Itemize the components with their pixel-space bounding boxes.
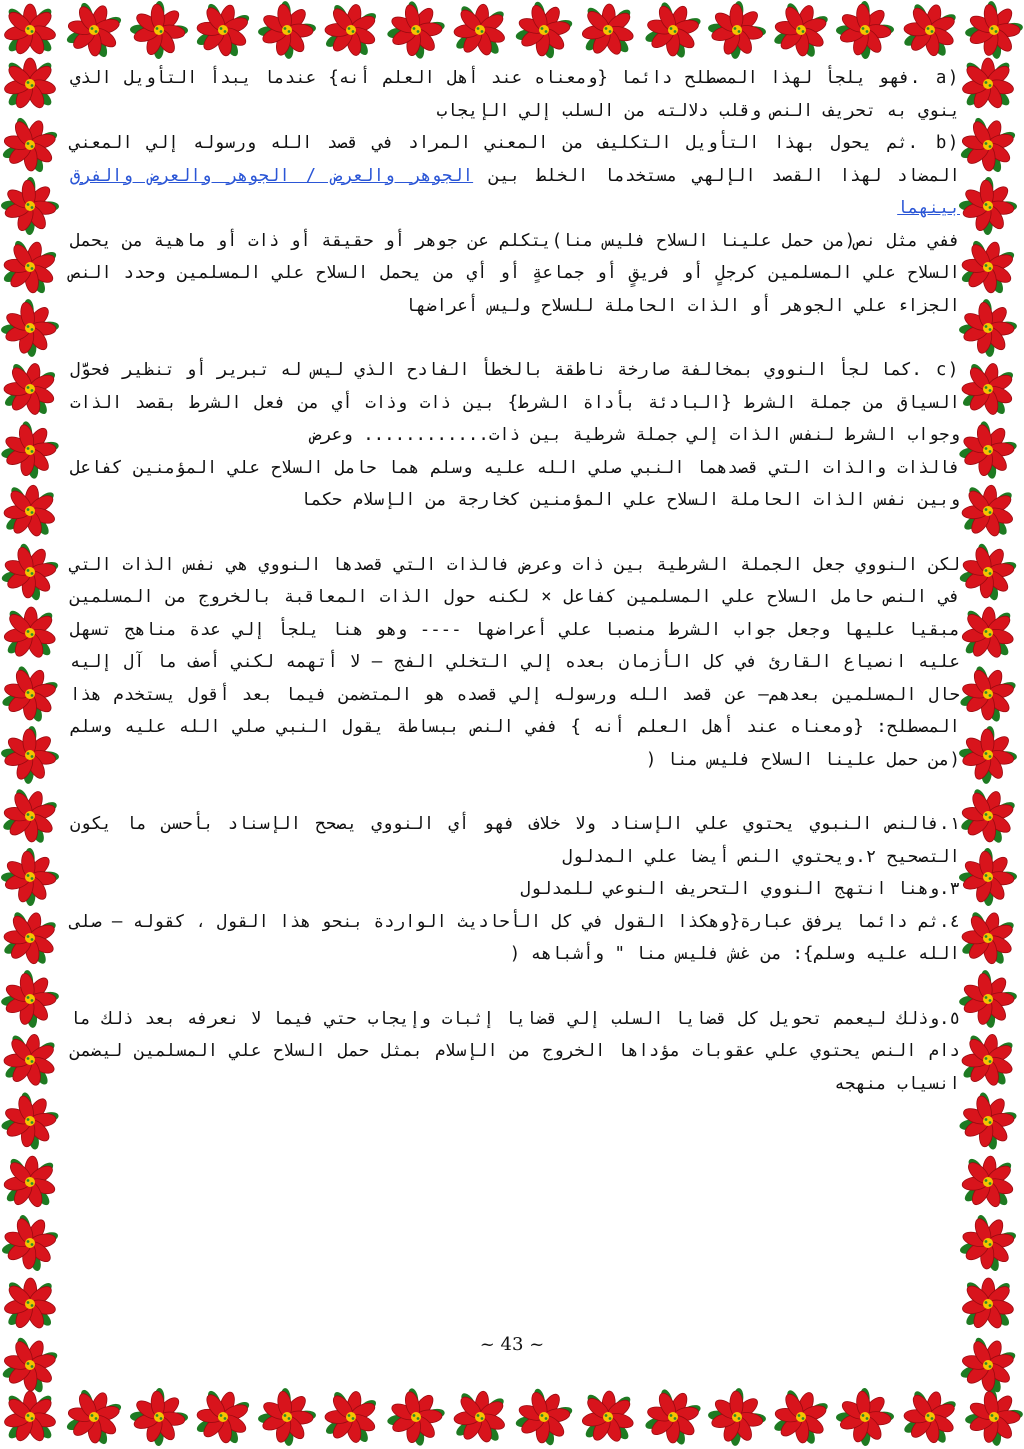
poinsettia-icon (321, 0, 381, 60)
poinsettia-icon (958, 54, 1018, 114)
poinsettia-icon (193, 1387, 253, 1447)
poinsettia-icon (0, 725, 60, 785)
poinsettia-icon (514, 1387, 574, 1447)
paragraph-text: .فهو يلجأ لهذا المصطلح دائما {ومعناه عند أهل العلم أنه} عندما يبدأ التأويل الذي ينوي به تحريف النص وقلب دلالته من السلب إلي الإيجاب (70, 68, 960, 121)
poinsettia-icon (958, 298, 1018, 358)
top-border (0, 0, 1024, 62)
poinsettia-icon (0, 1274, 60, 1334)
poinsettia-icon (900, 0, 960, 60)
poinsettia-icon (958, 786, 1018, 846)
paragraph-a (70, 62, 960, 127)
paragraph-text: .كما لجأ النووي بمخالفة صارخة ناطقة بالخطأ الفادح الذي ليس له تبرير أو تنظير فحوَّل السياق من جملة الشرط {البادئة بأداة الشرط} بين ذات وذات أي من فعل الشرط بقصد الذات وجواب الشرط لنفس الذات إلي جملة شرطية بين ذات............ وعرض (70, 360, 960, 445)
poinsettia-icon (578, 1387, 638, 1447)
poinsettia-icon (0, 908, 60, 968)
paragraph-marker: a) (935, 68, 960, 88)
poinsettia-icon (0, 542, 60, 602)
poinsettia-icon (958, 542, 1018, 602)
poinsettia-icon (643, 0, 703, 60)
poinsettia-icon (193, 0, 253, 60)
poinsettia-icon (0, 176, 60, 236)
poinsettia-icon (958, 1213, 1018, 1273)
poinsettia-icon (450, 1387, 510, 1447)
poinsettia-icon (900, 1387, 960, 1447)
paragraph-b (70, 127, 960, 225)
poinsettia-icon (0, 1091, 60, 1151)
poinsettia-icon (0, 1387, 60, 1447)
poinsettia-icon (64, 1387, 124, 1447)
poinsettia-icon (514, 0, 574, 60)
poinsettia-icon (771, 0, 831, 60)
poinsettia-icon (958, 481, 1018, 541)
poinsettia-icon (958, 237, 1018, 297)
poinsettia-icon (643, 1387, 703, 1447)
poinsettia-icon (835, 0, 895, 60)
poinsettia-icon (0, 847, 60, 907)
poinsettia-icon (257, 0, 317, 60)
poinsettia-icon (964, 1387, 1024, 1447)
poinsettia-icon (0, 420, 60, 480)
poinsettia-icon (0, 54, 60, 114)
poinsettia-icon (64, 0, 124, 60)
poinsettia-icon (0, 664, 60, 724)
poinsettia-icon (958, 1152, 1018, 1212)
poinsettia-icon (0, 359, 60, 419)
poinsettia-icon (0, 1030, 60, 1090)
poinsettia-icon (0, 786, 60, 846)
poinsettia-icon (0, 298, 60, 358)
numbered-item-3: ٣.وهنا انتهج النووي التحريف النوعي للمدلول (520, 879, 960, 899)
paragraph-dhat: فالذات والذات التي قصدهما النبي صلي الله عليه وسلم هما حامل السلاح علي المؤمنين كفاعل وبين نفس الذات الحاملة السلاح علي المؤمنين كخارجة من الإسلام حكما (70, 457, 960, 510)
left-border (0, 54, 66, 1395)
poinsettia-icon (386, 1387, 446, 1447)
poinsettia-icon (0, 0, 60, 60)
poinsettia-icon (771, 1387, 831, 1447)
poinsettia-icon (958, 664, 1018, 724)
bottom-border (0, 1387, 1024, 1449)
jawhar-arad-link[interactable]: الجوهر والعرض / الجوهر والعرض والفرق بينهما (70, 165, 960, 218)
poinsettia-icon (958, 115, 1018, 175)
poinsettia-icon (0, 237, 60, 297)
paragraph-nawawi: لكن النووي جعل الجملة الشرطية بين ذات وعرض فالذات التي قصدها النووي هي نفس الذات التي في النص حامل السلاح علي المسلمين كفاعل × لكنه حول الذات المعاقبة بالخروج من المسلمين مبقيا عليها وجعل جواب الشرط منصبا علي أعراضها ---- وهو هنا يلجأ إلي عدة مناهج تسهل عليه انصياع القارئ في كل الأزمان بعده إلي التخلي الفج – لا أتهمه لكني أصف ما آل إليه حال المسلمين بعدهم– عن قصد الله ورسوله إلي قصده هو المتضمن فيما بعد أقول يستخدم هذا المصطلح: {ومعناه عند أهل العلم أنه } ففي النص ببساطة يقول النبي صلي الله عليه وسلم (من حمل علينا السلاح فليس منا ( (70, 554, 960, 770)
poinsettia-icon (958, 176, 1018, 236)
poinsettia-icon (0, 969, 60, 1029)
poinsettia-icon (707, 0, 767, 60)
poinsettia-icon (958, 969, 1018, 1029)
document-body (70, 62, 960, 1362)
page-number: ~ 43 ~ (479, 1334, 545, 1355)
poinsettia-icon (958, 1091, 1018, 1151)
poinsettia-icon (129, 1387, 189, 1447)
poinsettia-icon (0, 603, 60, 663)
paragraph-marker: b) (935, 133, 960, 153)
poinsettia-icon (257, 1387, 317, 1447)
numbered-item-5: ٥.وذلك ليعمم تحويل كل قضايا السلب إلي قضايا إثبات وإيجاب حتي فيما لا نعرفه بعد ذلك ما دام النص يحتوي علي عقوبات مؤداها الخروج من الإسلام بمثل حمل السلاح علي المسلمين ليضمن انسياب منهجه (70, 1008, 960, 1094)
poinsettia-icon (386, 0, 446, 60)
poinsettia-icon (958, 359, 1018, 419)
poinsettia-icon (578, 0, 638, 60)
right-border (958, 54, 1024, 1395)
numbered-item-4: ٤.ثم دائما يرفق عبارة{وهكذا القول في كل الأحاديث الواردة بنحو هذا القول ، كقوله – صلى الله عليه وسلم}: من غش فليس منا " وأشباهه ( (70, 911, 960, 964)
paragraph-c (70, 354, 960, 452)
poinsettia-icon (958, 1274, 1018, 1334)
poinsettia-icon (707, 1387, 767, 1447)
paragraph-text: .ثم يحول بهذا التأويل التكليف من المعني المراد في قصد الله ورسوله إلي المعني المضاد لهذا القصد الإلهي مستخدما الخلط بين (70, 133, 960, 186)
poinsettia-icon (958, 725, 1018, 785)
poinsettia-icon (964, 0, 1024, 60)
poinsettia-icon (958, 908, 1018, 968)
paragraph-marker: c) (935, 360, 960, 380)
numbered-item-1-2: ١.فالنص النبوي يحتوي علي الإسناد ولا خلاف فهو أي النووي يصحح الإسناد بأحسن ما يكون التصحيح ٢.ويحتوي النص أيضا علي المدلول (70, 814, 960, 867)
poinsettia-icon (958, 420, 1018, 480)
poinsettia-icon (129, 0, 189, 60)
paragraph-example: ففي مثل نص(من حمل علينا السلاح فليس منا)يتكلم عن جوهر أو حقيقة أو ذات أو ماهية من يحمل السلاح علي المسلمين كرجلٍ أو فريقٍ أو جماعةٍ أو أي من يحمل السلاح علي المسلمين وحدد النص الجزاء علي الجوهر أو الذات الحاملة للسلاح وليس أعراضها (70, 230, 960, 316)
poinsettia-icon (958, 603, 1018, 663)
poinsettia-icon (958, 847, 1018, 907)
poinsettia-icon (450, 0, 510, 60)
poinsettia-icon (958, 1030, 1018, 1090)
poinsettia-icon (0, 1152, 60, 1212)
poinsettia-icon (835, 1387, 895, 1447)
poinsettia-icon (321, 1387, 381, 1447)
poinsettia-icon (0, 481, 60, 541)
poinsettia-icon (0, 115, 60, 175)
poinsettia-icon (0, 1213, 60, 1273)
